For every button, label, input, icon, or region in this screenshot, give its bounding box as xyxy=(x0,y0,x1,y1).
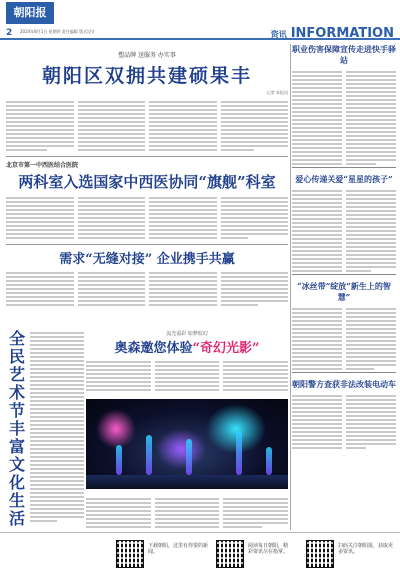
text-column xyxy=(149,270,217,308)
section-cn: 资讯 xyxy=(270,30,287,39)
section-label xyxy=(271,26,394,41)
sidebar xyxy=(292,44,396,451)
story3-body xyxy=(6,270,288,308)
text-column xyxy=(221,195,289,241)
lead-byline: 记者 本报讯 xyxy=(266,90,288,95)
text-column xyxy=(6,270,74,308)
sidebar-body xyxy=(292,69,396,167)
lead-kicker: 塑品牌 送服务 办实事 xyxy=(118,52,176,59)
light-tree xyxy=(186,439,192,475)
text-column xyxy=(6,99,74,153)
light-glow xyxy=(156,429,206,469)
qr-code-icon[interactable] xyxy=(306,540,334,568)
column-divider xyxy=(290,44,291,530)
light-glow xyxy=(96,409,136,449)
lead-headline: 朝阳区双拥共建硕果丰 xyxy=(41,65,252,87)
text-column xyxy=(292,306,342,372)
caption-columns xyxy=(86,496,288,530)
feature-headline-main: 奥森邀您体验 xyxy=(114,341,193,356)
light-tree xyxy=(116,445,122,475)
text-column xyxy=(346,306,396,372)
text-column xyxy=(149,195,217,241)
text-column xyxy=(221,270,289,308)
feature-headline xyxy=(86,337,288,356)
footer-note: 阅读每日朝阳，精彩资讯尽在指掌。 xyxy=(248,543,289,555)
text-column xyxy=(78,99,146,153)
feature-headline-highlight: “奇幻光影” xyxy=(192,341,260,356)
masthead xyxy=(0,0,400,40)
footer xyxy=(0,532,400,575)
text-column xyxy=(223,359,288,393)
sidebar-headline: 职业伤害保障宣传走进快手驿站 xyxy=(292,44,396,65)
dateline: 2024年8月1日 星期四 责任编辑 版式设计 xyxy=(20,29,96,34)
light-ground xyxy=(86,475,288,489)
masthead-logo: 朝阳报 xyxy=(6,2,54,24)
main-column xyxy=(6,44,288,308)
story2-headline: 两科室入选国家中西医协同“旗舰”科室 xyxy=(18,173,276,191)
sidebar-body xyxy=(292,188,396,274)
feature-story xyxy=(86,330,288,489)
light-show-photo xyxy=(86,399,288,489)
text-column xyxy=(149,99,217,153)
qr-code-icon[interactable] xyxy=(116,540,144,568)
sidebar-headline: “冰丝带”绽放“新生上的智慧” xyxy=(297,281,391,302)
text-column xyxy=(86,496,151,530)
story4-vertical-headline: 全民艺术节丰富文化生活 xyxy=(8,329,25,528)
light-tree xyxy=(146,435,152,475)
text-column xyxy=(78,270,146,308)
text-column xyxy=(346,188,396,274)
section-en: INFORMATION xyxy=(290,26,394,41)
divider xyxy=(6,244,288,245)
feature-kicker: 流光溢彩 如梦似幻 xyxy=(166,331,208,337)
sidebar-body xyxy=(292,393,396,451)
sidebar-headline: 朝阳警方查获非法改装电动车 xyxy=(292,379,396,389)
qr-code-icon[interactable] xyxy=(216,540,244,568)
text-column xyxy=(292,393,342,451)
light-tree xyxy=(266,447,272,475)
text-column xyxy=(223,496,288,530)
text-column xyxy=(6,195,74,241)
sidebar-headline: 爱心传递关爱“星星的孩子” xyxy=(295,174,393,184)
feature-caption xyxy=(86,496,288,530)
text-column xyxy=(78,195,146,241)
story2-kicker: 北京市第一中西医结合医院 xyxy=(6,162,79,169)
footer-note: 扫码关注朝阳报，获取更多资讯。 xyxy=(338,543,394,555)
footer-note: 下载朝阳，这里有你要的新闻。 xyxy=(148,543,209,555)
story3-headline: 需求“无缝对接” 企业携手共赢 xyxy=(59,252,235,267)
story4-body xyxy=(30,330,84,524)
text-column xyxy=(292,69,342,167)
text-column xyxy=(221,99,289,153)
feature-body xyxy=(86,359,288,393)
text-column xyxy=(86,359,151,393)
page-number: 2 xyxy=(6,28,13,38)
text-column xyxy=(155,496,220,530)
text-column xyxy=(346,69,396,167)
lead-body xyxy=(6,99,288,153)
text-column xyxy=(292,188,342,274)
divider xyxy=(6,156,288,157)
text-column xyxy=(346,393,396,451)
text-column xyxy=(155,359,220,393)
light-tree xyxy=(236,431,242,475)
sidebar-body xyxy=(292,306,396,372)
story2-body xyxy=(6,195,288,241)
